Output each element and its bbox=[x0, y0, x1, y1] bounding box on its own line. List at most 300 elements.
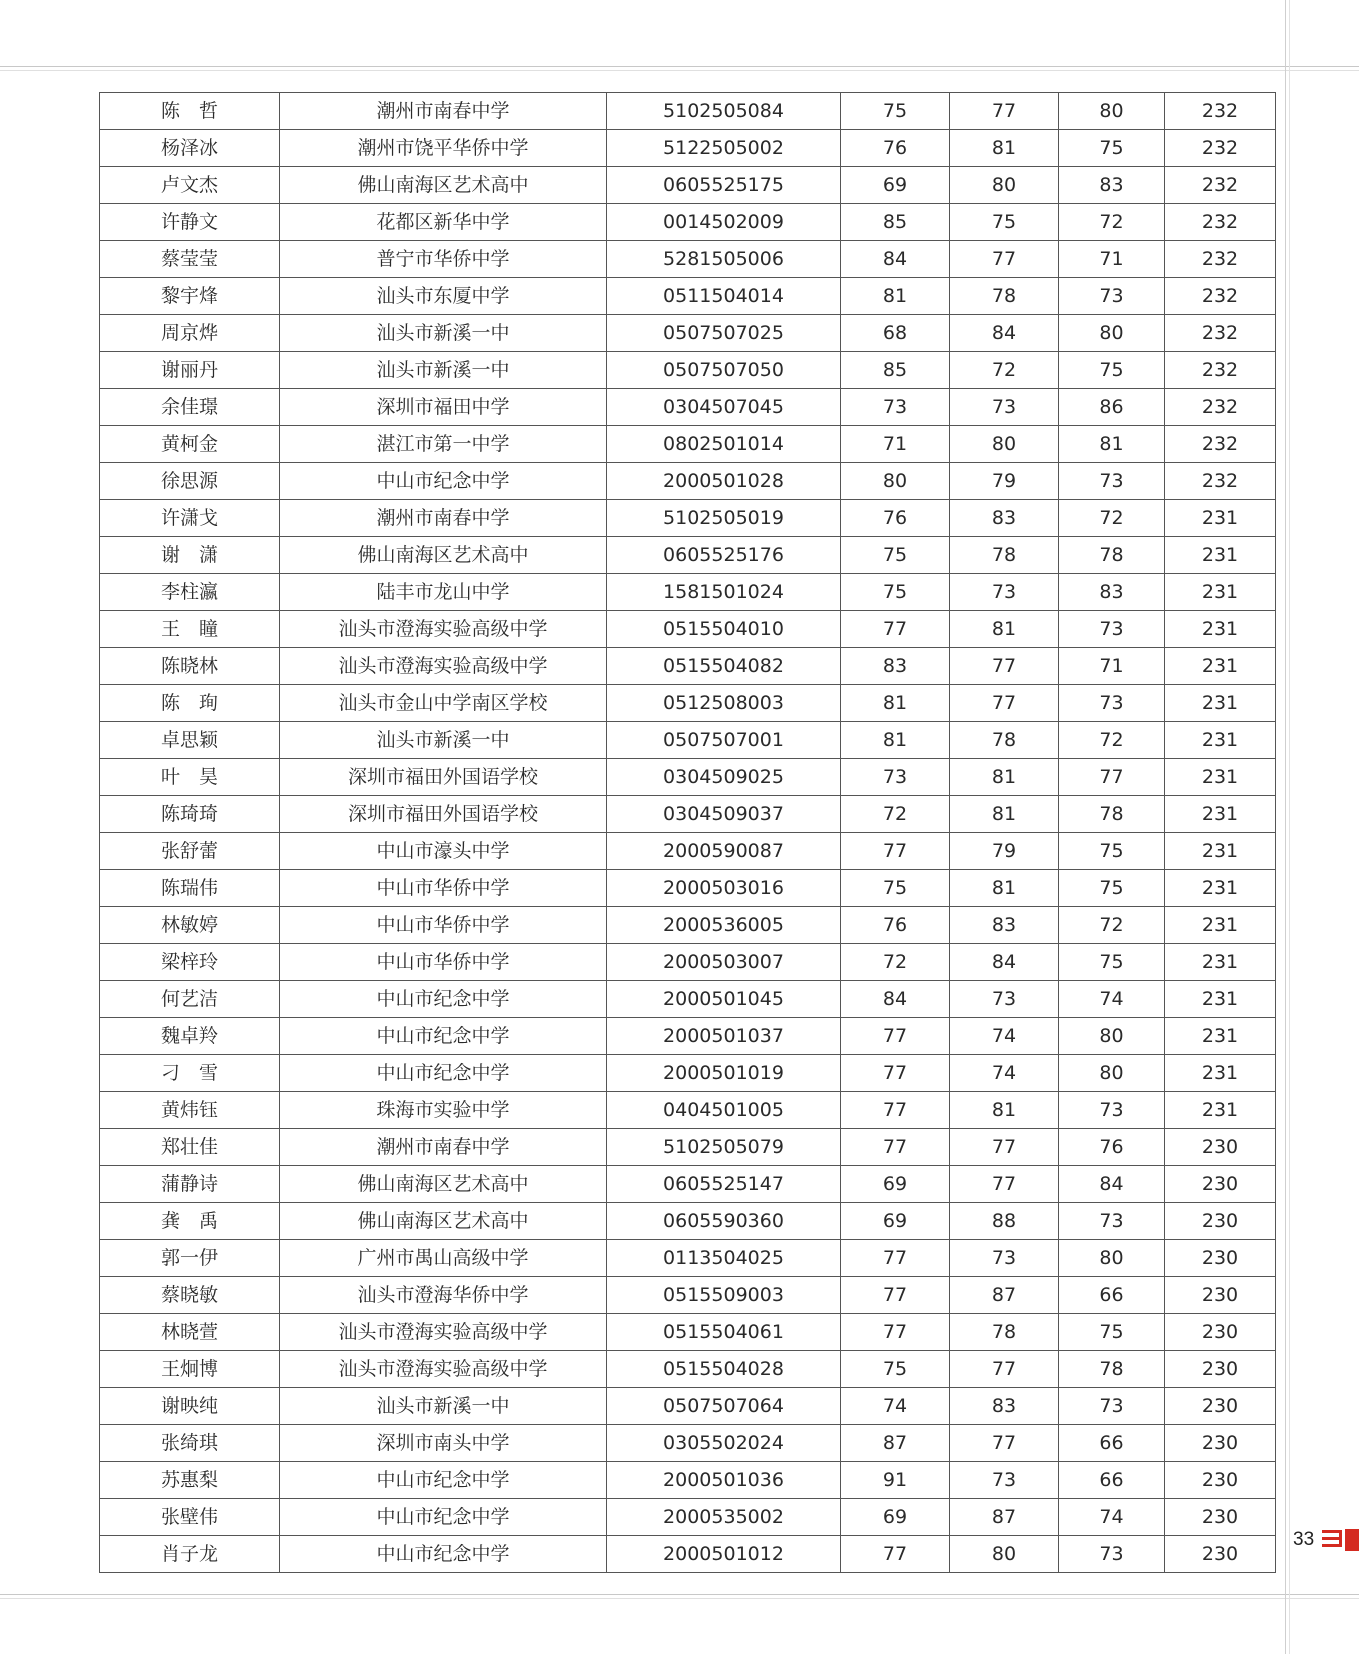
top-rule-inner bbox=[0, 70, 1359, 71]
score-3-cell: 80 bbox=[1059, 1055, 1165, 1092]
score-2-cell: 81 bbox=[950, 759, 1059, 796]
table-row bbox=[100, 1240, 1276, 1277]
score-3-cell: 77 bbox=[1059, 759, 1165, 796]
score-1-cell: 74 bbox=[841, 1388, 950, 1425]
exam-id-cell: 0605525147 bbox=[607, 1166, 841, 1203]
score-2-cell: 81 bbox=[950, 130, 1059, 167]
total-cell: 232 bbox=[1165, 315, 1276, 352]
exam-id-cell: 0507507025 bbox=[607, 315, 841, 352]
total-cell: 231 bbox=[1165, 833, 1276, 870]
score-1-cell: 76 bbox=[841, 500, 950, 537]
score-2-cell: 78 bbox=[950, 537, 1059, 574]
score-1-cell: 77 bbox=[841, 1536, 950, 1573]
total-cell: 231 bbox=[1165, 574, 1276, 611]
total-cell: 231 bbox=[1165, 907, 1276, 944]
name-cell: 蒲静诗 bbox=[100, 1166, 280, 1203]
school-cell: 汕头市东厦中学 bbox=[280, 278, 607, 315]
total-cell: 230 bbox=[1165, 1129, 1276, 1166]
exam-id-cell: 0515504082 bbox=[607, 648, 841, 685]
name-cell: 卓思颖 bbox=[100, 722, 280, 759]
score-3-cell: 80 bbox=[1059, 1240, 1165, 1277]
total-cell: 232 bbox=[1165, 241, 1276, 278]
total-cell: 230 bbox=[1165, 1351, 1276, 1388]
total-cell: 231 bbox=[1165, 500, 1276, 537]
name-cell: 黄柯金 bbox=[100, 426, 280, 463]
school-cell: 潮州市饶平华侨中学 bbox=[280, 130, 607, 167]
name-cell: 陈晓林 bbox=[100, 648, 280, 685]
school-cell: 潮州市南春中学 bbox=[280, 500, 607, 537]
score-table-body bbox=[100, 93, 1276, 1573]
exam-id-cell: 0304507045 bbox=[607, 389, 841, 426]
score-1-cell: 76 bbox=[841, 130, 950, 167]
score-2-cell: 79 bbox=[950, 463, 1059, 500]
exam-id-cell: 0515504028 bbox=[607, 1351, 841, 1388]
exam-id-cell: 0512508003 bbox=[607, 685, 841, 722]
score-3-cell: 75 bbox=[1059, 870, 1165, 907]
score-1-cell: 81 bbox=[841, 722, 950, 759]
table-row bbox=[100, 167, 1276, 204]
score-3-cell: 83 bbox=[1059, 574, 1165, 611]
name-cell: 叶 昊 bbox=[100, 759, 280, 796]
score-2-cell: 78 bbox=[950, 278, 1059, 315]
exam-id-cell: 2000535002 bbox=[607, 1499, 841, 1536]
school-cell: 汕头市澄海实验高级中学 bbox=[280, 1351, 607, 1388]
exam-id-cell: 2000501036 bbox=[607, 1462, 841, 1499]
score-3-cell: 66 bbox=[1059, 1277, 1165, 1314]
score-3-cell: 73 bbox=[1059, 611, 1165, 648]
total-cell: 230 bbox=[1165, 1240, 1276, 1277]
score-3-cell: 74 bbox=[1059, 1499, 1165, 1536]
score-3-cell: 74 bbox=[1059, 981, 1165, 1018]
name-cell: 陈 哲 bbox=[100, 93, 280, 130]
score-3-cell: 71 bbox=[1059, 648, 1165, 685]
score-3-cell: 71 bbox=[1059, 241, 1165, 278]
table-row bbox=[100, 1129, 1276, 1166]
publisher-logo-icon bbox=[1322, 1529, 1359, 1551]
score-3-cell: 76 bbox=[1059, 1129, 1165, 1166]
table-row bbox=[100, 241, 1276, 278]
score-1-cell: 84 bbox=[841, 241, 950, 278]
name-cell: 陈 珣 bbox=[100, 685, 280, 722]
score-2-cell: 81 bbox=[950, 870, 1059, 907]
score-3-cell: 80 bbox=[1059, 315, 1165, 352]
score-2-cell: 72 bbox=[950, 352, 1059, 389]
score-1-cell: 84 bbox=[841, 981, 950, 1018]
school-cell: 汕头市新溪一中 bbox=[280, 352, 607, 389]
score-2-cell: 84 bbox=[950, 315, 1059, 352]
score-2-cell: 77 bbox=[950, 648, 1059, 685]
score-1-cell: 72 bbox=[841, 796, 950, 833]
score-2-cell: 79 bbox=[950, 833, 1059, 870]
score-1-cell: 73 bbox=[841, 759, 950, 796]
score-1-cell: 77 bbox=[841, 1092, 950, 1129]
score-table bbox=[99, 92, 1276, 1573]
total-cell: 232 bbox=[1165, 389, 1276, 426]
table-row bbox=[100, 1499, 1276, 1536]
score-1-cell: 75 bbox=[841, 93, 950, 130]
name-cell: 张绮琪 bbox=[100, 1425, 280, 1462]
school-cell: 花都区新华中学 bbox=[280, 204, 607, 241]
exam-id-cell: 0304509037 bbox=[607, 796, 841, 833]
school-cell: 佛山南海区艺术高中 bbox=[280, 537, 607, 574]
exam-id-cell: 1581501024 bbox=[607, 574, 841, 611]
table-row bbox=[100, 352, 1276, 389]
total-cell: 232 bbox=[1165, 352, 1276, 389]
school-cell: 中山市纪念中学 bbox=[280, 981, 607, 1018]
total-cell: 231 bbox=[1165, 611, 1276, 648]
bottom-rule-inner bbox=[0, 1598, 1359, 1599]
score-2-cell: 73 bbox=[950, 389, 1059, 426]
name-cell: 郑壮佳 bbox=[100, 1129, 280, 1166]
score-3-cell: 75 bbox=[1059, 944, 1165, 981]
total-cell: 232 bbox=[1165, 278, 1276, 315]
school-cell: 深圳市福田中学 bbox=[280, 389, 607, 426]
table-row bbox=[100, 537, 1276, 574]
score-2-cell: 83 bbox=[950, 1388, 1059, 1425]
score-1-cell: 77 bbox=[841, 1314, 950, 1351]
exam-id-cell: 0304509025 bbox=[607, 759, 841, 796]
total-cell: 230 bbox=[1165, 1277, 1276, 1314]
score-3-cell: 73 bbox=[1059, 685, 1165, 722]
score-2-cell: 77 bbox=[950, 1425, 1059, 1462]
score-2-cell: 77 bbox=[950, 1166, 1059, 1203]
score-3-cell: 78 bbox=[1059, 1351, 1165, 1388]
table-row bbox=[100, 574, 1276, 611]
score-2-cell: 80 bbox=[950, 167, 1059, 204]
school-cell: 普宁市华侨中学 bbox=[280, 241, 607, 278]
name-cell: 林晓萱 bbox=[100, 1314, 280, 1351]
score-1-cell: 81 bbox=[841, 685, 950, 722]
score-2-cell: 83 bbox=[950, 500, 1059, 537]
score-2-cell: 81 bbox=[950, 796, 1059, 833]
score-1-cell: 77 bbox=[841, 1129, 950, 1166]
score-3-cell: 78 bbox=[1059, 537, 1165, 574]
table-row bbox=[100, 1203, 1276, 1240]
school-cell: 陆丰市龙山中学 bbox=[280, 574, 607, 611]
score-1-cell: 75 bbox=[841, 870, 950, 907]
exam-id-cell: 0515504010 bbox=[607, 611, 841, 648]
school-cell: 珠海市实验中学 bbox=[280, 1092, 607, 1129]
table-row bbox=[100, 1351, 1276, 1388]
total-cell: 231 bbox=[1165, 796, 1276, 833]
score-2-cell: 78 bbox=[950, 1314, 1059, 1351]
table-row bbox=[100, 278, 1276, 315]
score-3-cell: 78 bbox=[1059, 796, 1165, 833]
exam-id-cell: 0507507064 bbox=[607, 1388, 841, 1425]
right-rule bbox=[1285, 0, 1286, 1654]
total-cell: 230 bbox=[1165, 1388, 1276, 1425]
total-cell: 230 bbox=[1165, 1314, 1276, 1351]
score-2-cell: 77 bbox=[950, 93, 1059, 130]
school-cell: 潮州市南春中学 bbox=[280, 1129, 607, 1166]
school-cell: 汕头市金山中学南区学校 bbox=[280, 685, 607, 722]
school-cell: 汕头市新溪一中 bbox=[280, 722, 607, 759]
total-cell: 230 bbox=[1165, 1203, 1276, 1240]
exam-id-cell: 0305502024 bbox=[607, 1425, 841, 1462]
exam-id-cell: 0507507001 bbox=[607, 722, 841, 759]
score-1-cell: 73 bbox=[841, 389, 950, 426]
school-cell: 中山市纪念中学 bbox=[280, 1499, 607, 1536]
school-cell: 汕头市新溪一中 bbox=[280, 1388, 607, 1425]
score-3-cell: 72 bbox=[1059, 500, 1165, 537]
score-2-cell: 78 bbox=[950, 722, 1059, 759]
top-rule bbox=[0, 66, 1359, 67]
name-cell: 李柱瀛 bbox=[100, 574, 280, 611]
total-cell: 232 bbox=[1165, 130, 1276, 167]
exam-id-cell: 0014502009 bbox=[607, 204, 841, 241]
score-1-cell: 76 bbox=[841, 907, 950, 944]
table-row bbox=[100, 685, 1276, 722]
table-row bbox=[100, 500, 1276, 537]
score-3-cell: 73 bbox=[1059, 1092, 1165, 1129]
exam-id-cell: 5102505084 bbox=[607, 93, 841, 130]
name-cell: 谢映纯 bbox=[100, 1388, 280, 1425]
score-1-cell: 77 bbox=[841, 1240, 950, 1277]
name-cell: 陈琦琦 bbox=[100, 796, 280, 833]
name-cell: 蔡晓敏 bbox=[100, 1277, 280, 1314]
school-cell: 中山市华侨中学 bbox=[280, 870, 607, 907]
exam-id-cell: 0515504061 bbox=[607, 1314, 841, 1351]
name-cell: 陈瑞伟 bbox=[100, 870, 280, 907]
name-cell: 龚 禹 bbox=[100, 1203, 280, 1240]
total-cell: 231 bbox=[1165, 537, 1276, 574]
total-cell: 231 bbox=[1165, 1018, 1276, 1055]
exam-id-cell: 0404501005 bbox=[607, 1092, 841, 1129]
exam-id-cell: 2000503016 bbox=[607, 870, 841, 907]
name-cell: 魏卓羚 bbox=[100, 1018, 280, 1055]
school-cell: 中山市纪念中学 bbox=[280, 1018, 607, 1055]
score-3-cell: 84 bbox=[1059, 1166, 1165, 1203]
table-row bbox=[100, 1092, 1276, 1129]
name-cell: 梁梓玲 bbox=[100, 944, 280, 981]
school-cell: 佛山南海区艺术高中 bbox=[280, 1203, 607, 1240]
score-3-cell: 75 bbox=[1059, 130, 1165, 167]
name-cell: 许静文 bbox=[100, 204, 280, 241]
school-cell: 深圳市福田外国语学校 bbox=[280, 796, 607, 833]
table-row bbox=[100, 722, 1276, 759]
school-cell: 中山市纪念中学 bbox=[280, 463, 607, 500]
score-2-cell: 73 bbox=[950, 981, 1059, 1018]
school-cell: 中山市纪念中学 bbox=[280, 1536, 607, 1573]
score-1-cell: 87 bbox=[841, 1425, 950, 1462]
total-cell: 231 bbox=[1165, 944, 1276, 981]
score-2-cell: 73 bbox=[950, 1462, 1059, 1499]
score-1-cell: 75 bbox=[841, 1351, 950, 1388]
score-1-cell: 85 bbox=[841, 352, 950, 389]
name-cell: 苏惠梨 bbox=[100, 1462, 280, 1499]
score-2-cell: 81 bbox=[950, 1092, 1059, 1129]
table-row bbox=[100, 944, 1276, 981]
score-1-cell: 77 bbox=[841, 1018, 950, 1055]
score-2-cell: 80 bbox=[950, 426, 1059, 463]
school-cell: 汕头市澄海华侨中学 bbox=[280, 1277, 607, 1314]
school-cell: 深圳市南头中学 bbox=[280, 1425, 607, 1462]
name-cell: 卢文杰 bbox=[100, 167, 280, 204]
score-3-cell: 81 bbox=[1059, 426, 1165, 463]
total-cell: 232 bbox=[1165, 426, 1276, 463]
score-3-cell: 83 bbox=[1059, 167, 1165, 204]
score-3-cell: 75 bbox=[1059, 352, 1165, 389]
score-1-cell: 77 bbox=[841, 833, 950, 870]
score-1-cell: 85 bbox=[841, 204, 950, 241]
exam-id-cell: 2000501012 bbox=[607, 1536, 841, 1573]
school-cell: 中山市华侨中学 bbox=[280, 944, 607, 981]
table-row bbox=[100, 1536, 1276, 1573]
score-2-cell: 83 bbox=[950, 907, 1059, 944]
table-row bbox=[100, 907, 1276, 944]
score-2-cell: 74 bbox=[950, 1055, 1059, 1092]
score-3-cell: 73 bbox=[1059, 1388, 1165, 1425]
school-cell: 汕头市澄海实验高级中学 bbox=[280, 611, 607, 648]
score-2-cell: 88 bbox=[950, 1203, 1059, 1240]
score-3-cell: 80 bbox=[1059, 1018, 1165, 1055]
score-1-cell: 81 bbox=[841, 278, 950, 315]
school-cell: 潮州市南春中学 bbox=[280, 93, 607, 130]
score-3-cell: 73 bbox=[1059, 278, 1165, 315]
name-cell: 王 瞳 bbox=[100, 611, 280, 648]
school-cell: 中山市濠头中学 bbox=[280, 833, 607, 870]
exam-id-cell: 2000536005 bbox=[607, 907, 841, 944]
name-cell: 余佳璟 bbox=[100, 389, 280, 426]
exam-id-cell: 5281505006 bbox=[607, 241, 841, 278]
total-cell: 231 bbox=[1165, 870, 1276, 907]
exam-id-cell: 0511504014 bbox=[607, 278, 841, 315]
score-2-cell: 75 bbox=[950, 204, 1059, 241]
total-cell: 231 bbox=[1165, 648, 1276, 685]
total-cell: 230 bbox=[1165, 1462, 1276, 1499]
table-row bbox=[100, 130, 1276, 167]
table-row bbox=[100, 1055, 1276, 1092]
table-row bbox=[100, 759, 1276, 796]
score-2-cell: 77 bbox=[950, 241, 1059, 278]
score-2-cell: 84 bbox=[950, 944, 1059, 981]
exam-id-cell: 2000590087 bbox=[607, 833, 841, 870]
table-row bbox=[100, 611, 1276, 648]
score-2-cell: 77 bbox=[950, 685, 1059, 722]
name-cell: 谢丽丹 bbox=[100, 352, 280, 389]
score-1-cell: 83 bbox=[841, 648, 950, 685]
score-3-cell: 75 bbox=[1059, 1314, 1165, 1351]
score-1-cell: 68 bbox=[841, 315, 950, 352]
school-cell: 中山市纪念中学 bbox=[280, 1055, 607, 1092]
table-row bbox=[100, 426, 1276, 463]
score-1-cell: 69 bbox=[841, 1166, 950, 1203]
score-1-cell: 75 bbox=[841, 537, 950, 574]
table-row bbox=[100, 1277, 1276, 1314]
score-1-cell: 72 bbox=[841, 944, 950, 981]
table-row bbox=[100, 1388, 1276, 1425]
school-cell: 汕头市新溪一中 bbox=[280, 315, 607, 352]
total-cell: 231 bbox=[1165, 1092, 1276, 1129]
total-cell: 231 bbox=[1165, 981, 1276, 1018]
table-row bbox=[100, 796, 1276, 833]
school-cell: 中山市纪念中学 bbox=[280, 1462, 607, 1499]
table-row bbox=[100, 1018, 1276, 1055]
score-3-cell: 86 bbox=[1059, 389, 1165, 426]
school-cell: 广州市禺山高级中学 bbox=[280, 1240, 607, 1277]
exam-id-cell: 0515509003 bbox=[607, 1277, 841, 1314]
exam-id-cell: 0507507050 bbox=[607, 352, 841, 389]
score-2-cell: 80 bbox=[950, 1536, 1059, 1573]
total-cell: 231 bbox=[1165, 722, 1276, 759]
table-row bbox=[100, 1166, 1276, 1203]
score-1-cell: 80 bbox=[841, 463, 950, 500]
name-cell: 杨泽冰 bbox=[100, 130, 280, 167]
score-1-cell: 75 bbox=[841, 574, 950, 611]
score-2-cell: 77 bbox=[950, 1351, 1059, 1388]
school-cell: 深圳市福田外国语学校 bbox=[280, 759, 607, 796]
name-cell: 黎宇烽 bbox=[100, 278, 280, 315]
total-cell: 231 bbox=[1165, 759, 1276, 796]
total-cell: 232 bbox=[1165, 167, 1276, 204]
table-row bbox=[100, 389, 1276, 426]
exam-id-cell: 5102505079 bbox=[607, 1129, 841, 1166]
score-1-cell: 77 bbox=[841, 611, 950, 648]
name-cell: 黄炜钰 bbox=[100, 1092, 280, 1129]
name-cell: 刁 雪 bbox=[100, 1055, 280, 1092]
exam-id-cell: 2000501037 bbox=[607, 1018, 841, 1055]
school-cell: 佛山南海区艺术高中 bbox=[280, 167, 607, 204]
name-cell: 郭一伊 bbox=[100, 1240, 280, 1277]
total-cell: 231 bbox=[1165, 1055, 1276, 1092]
school-cell: 中山市华侨中学 bbox=[280, 907, 607, 944]
table-row bbox=[100, 1462, 1276, 1499]
school-cell: 汕头市澄海实验高级中学 bbox=[280, 1314, 607, 1351]
score-3-cell: 75 bbox=[1059, 833, 1165, 870]
score-1-cell: 91 bbox=[841, 1462, 950, 1499]
score-1-cell: 69 bbox=[841, 167, 950, 204]
score-1-cell: 69 bbox=[841, 1499, 950, 1536]
table-row bbox=[100, 204, 1276, 241]
school-cell: 佛山南海区艺术高中 bbox=[280, 1166, 607, 1203]
table-row bbox=[100, 648, 1276, 685]
score-3-cell: 72 bbox=[1059, 907, 1165, 944]
exam-id-cell: 0113504025 bbox=[607, 1240, 841, 1277]
name-cell: 谢 潇 bbox=[100, 537, 280, 574]
score-2-cell: 73 bbox=[950, 574, 1059, 611]
exam-id-cell: 5122505002 bbox=[607, 130, 841, 167]
bottom-rule bbox=[0, 1594, 1359, 1595]
score-1-cell: 77 bbox=[841, 1055, 950, 1092]
exam-id-cell: 2000501028 bbox=[607, 463, 841, 500]
name-cell: 蔡莹莹 bbox=[100, 241, 280, 278]
name-cell: 徐思源 bbox=[100, 463, 280, 500]
table-row bbox=[100, 1314, 1276, 1351]
table-row bbox=[100, 833, 1276, 870]
table-row bbox=[100, 315, 1276, 352]
score-3-cell: 66 bbox=[1059, 1462, 1165, 1499]
score-1-cell: 71 bbox=[841, 426, 950, 463]
score-3-cell: 66 bbox=[1059, 1425, 1165, 1462]
score-1-cell: 77 bbox=[841, 1277, 950, 1314]
score-3-cell: 72 bbox=[1059, 204, 1165, 241]
school-cell: 湛江市第一中学 bbox=[280, 426, 607, 463]
total-cell: 230 bbox=[1165, 1166, 1276, 1203]
table-row bbox=[100, 981, 1276, 1018]
total-cell: 232 bbox=[1165, 463, 1276, 500]
total-cell: 232 bbox=[1165, 93, 1276, 130]
total-cell: 232 bbox=[1165, 204, 1276, 241]
exam-id-cell: 0605525175 bbox=[607, 167, 841, 204]
exam-id-cell: 0605525176 bbox=[607, 537, 841, 574]
name-cell: 肖子龙 bbox=[100, 1536, 280, 1573]
exam-id-cell: 2000501045 bbox=[607, 981, 841, 1018]
score-3-cell: 72 bbox=[1059, 722, 1165, 759]
page-number: 33 bbox=[1293, 1529, 1315, 1550]
score-3-cell: 73 bbox=[1059, 463, 1165, 500]
name-cell: 林敏婷 bbox=[100, 907, 280, 944]
name-cell: 周京烨 bbox=[100, 315, 280, 352]
